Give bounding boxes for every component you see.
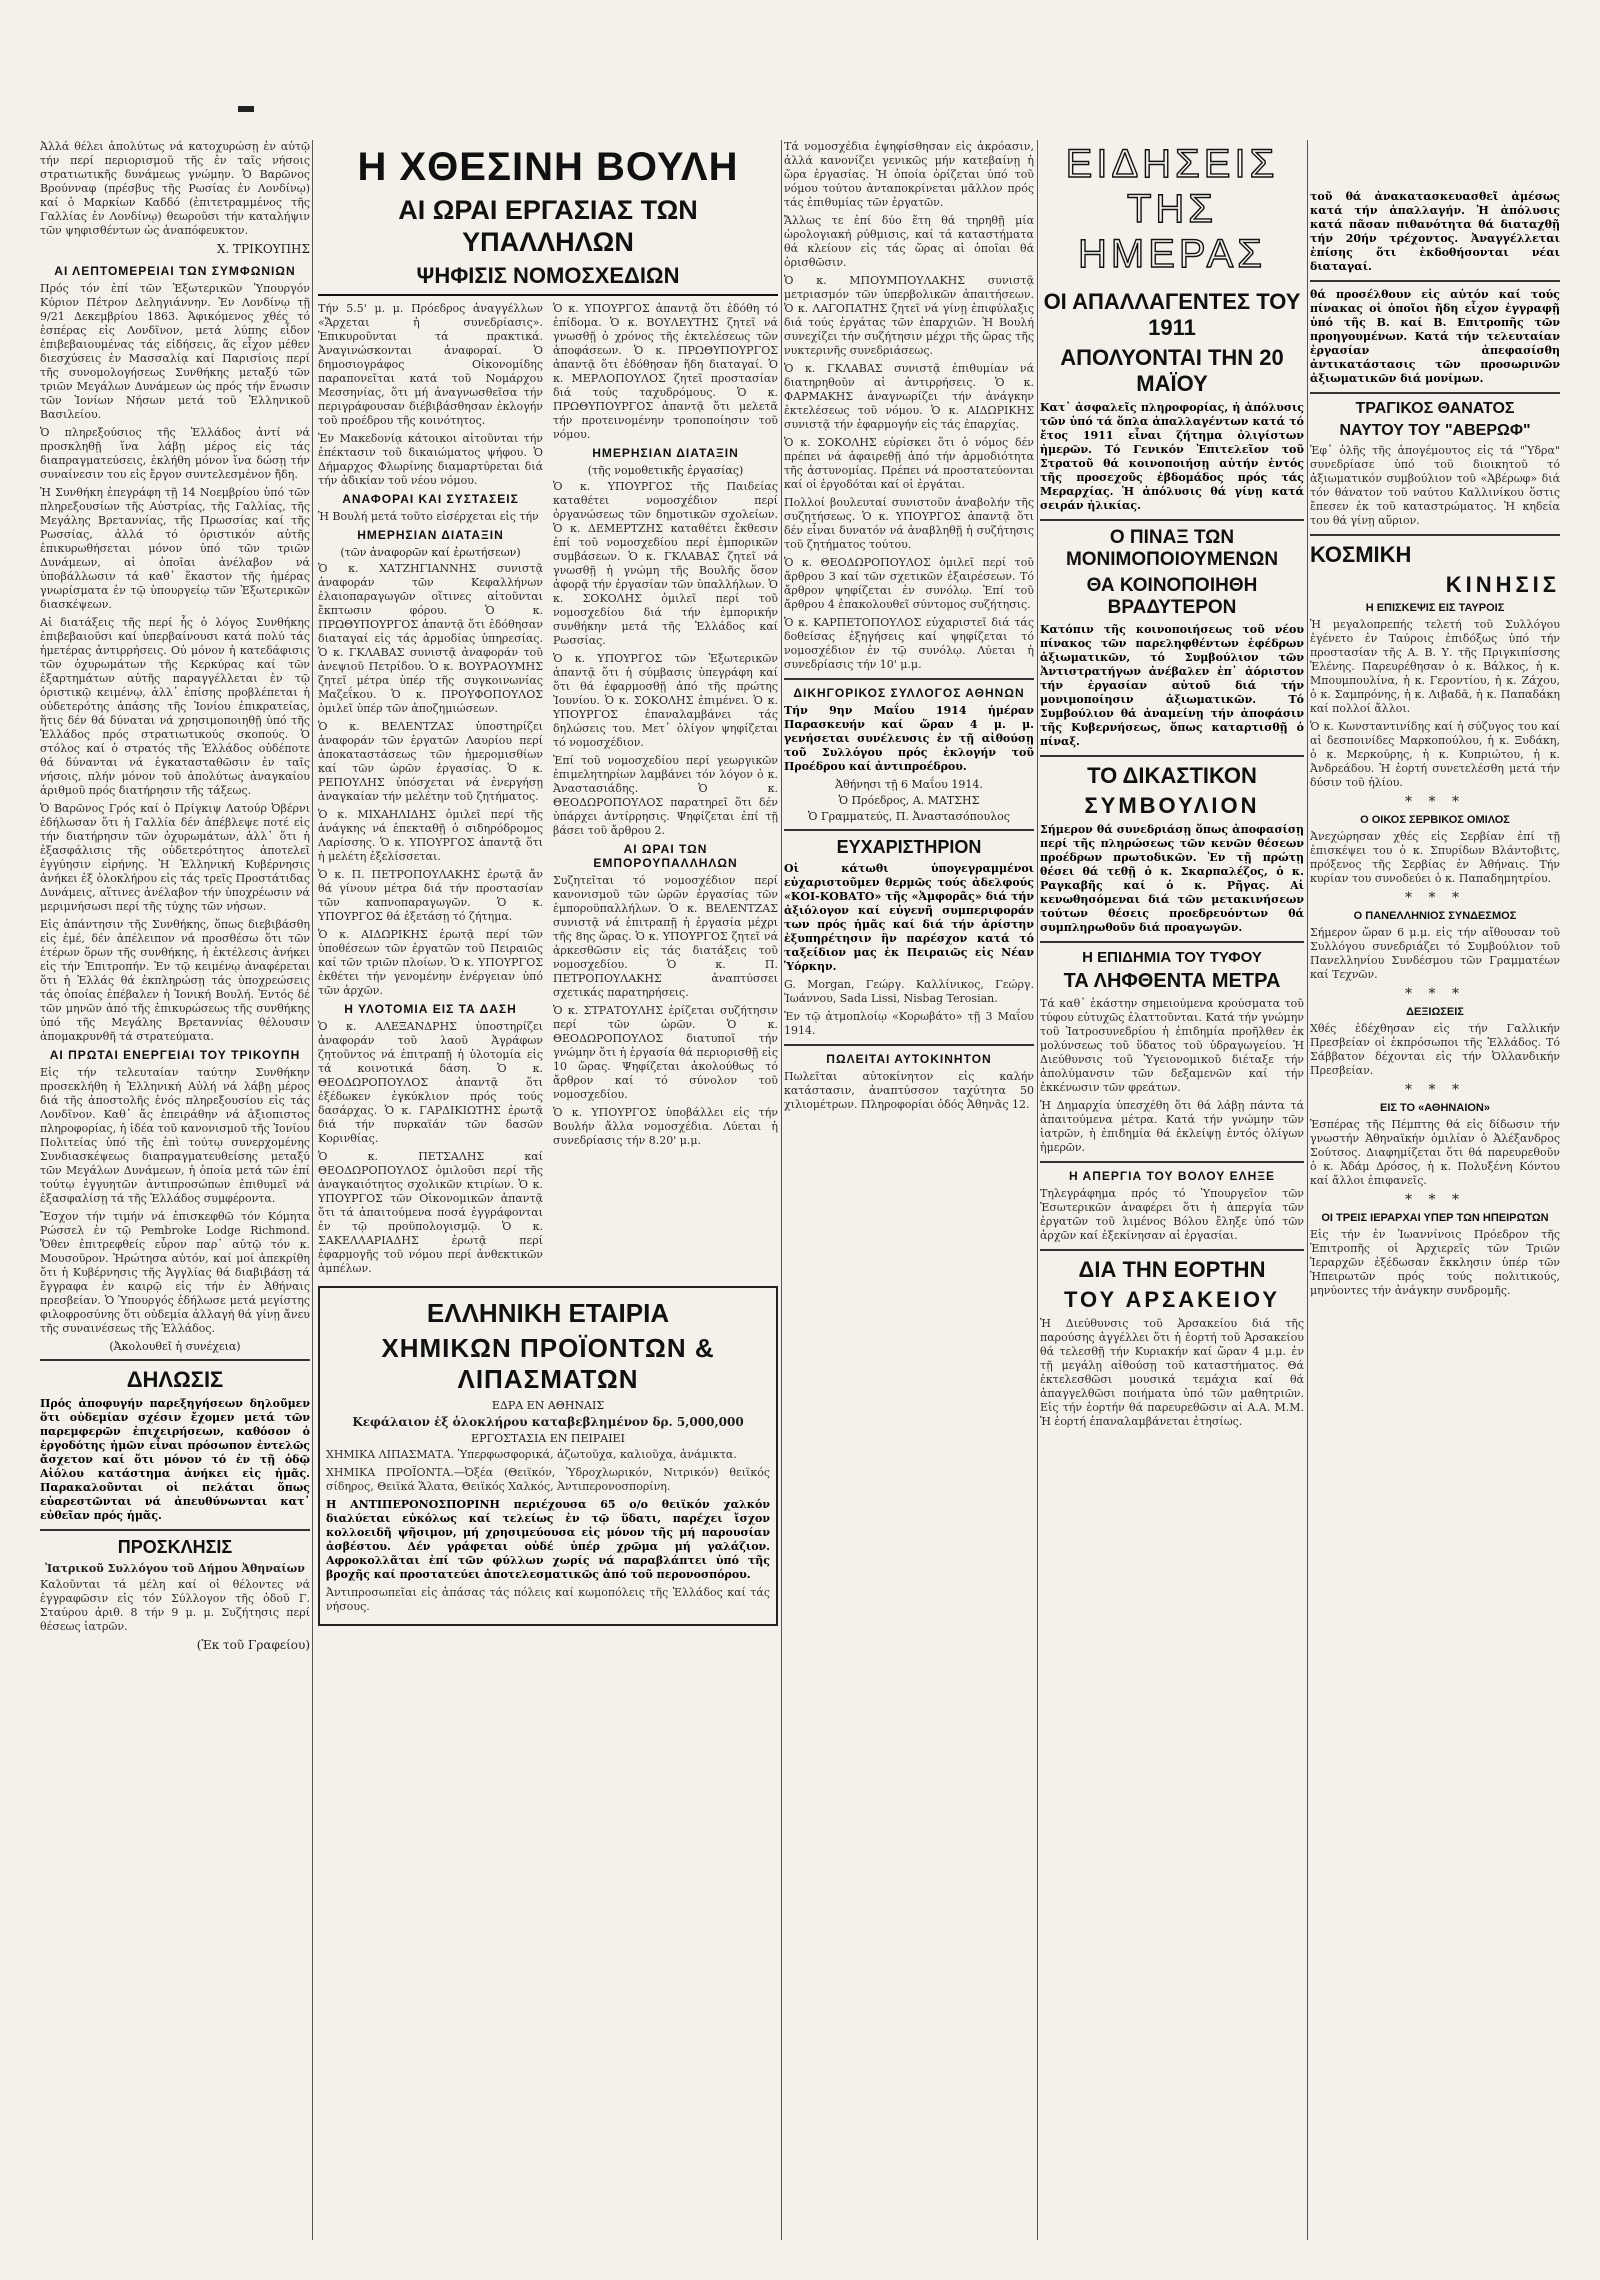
article-text: Ὁ κ. Π. ΠΕΤΡΟΠΟΥΛΑΚΗΣ ἐρωτᾷ ἄν θά γίνουν μέτρα διά τήν προστασίαν τῶν καπνοπαραγωγῶν. Ὁ κ. ΥΠΟΥΡΓΟΣ θά ἐξετάσῃ τό ζήτημα. (318, 868, 543, 923)
continuation-note: (Ἀκολουθεῖ ἡ συνέχεια) (109, 1340, 241, 1353)
section-heading: Ο ΟΙΚΟΣ ΣΕΡΒΙΚΟΣ ΟΜΙΛΟΣ (1360, 814, 1510, 826)
signature: (Ἐκ τοῦ Γραφείου) (196, 1638, 310, 1652)
notice-signature: Ὁ Πρόεδρος, Α. ΜΑΤΣΗΣ (838, 794, 980, 807)
article-text: Τά καθ᾽ ἑκάστην σημειούμενα κρούσματα τοῦ τύφου εὐτυχῶς ἐλαττοῦνται. Κατά τήν γνώμην τοῦ Ἰατροσυνεδρίου ἡ ἐπιδημία προῆλθεν ἐκ μολύνσεως τοῦ ὕδατος τοῦ ὑδραγωγείου. Ἡ Διεύθυνσις τοῦ Ὑγειονομικοῦ διέταξε τήν ἀπολύμανσιν τῶν δεξαμενῶν καί τήν ἐκκένωσιν τῶν φρεάτων. (1040, 997, 1304, 1094)
article-text: τοῦ θά ἀνακατασκευασθεῖ ἀμέσως κατά τήν ἀπαλλαγήν. Ἡ ἀπόλυσις κατά πᾶσαν πιθανότητα θά διαταχθῇ τήν 20ήν τρέχοντος. Ἀναγγέλλεται ἐπίσης ὅτι ἐκδοθήσονται νέαι διαταγαί. (1310, 190, 1560, 273)
ad-title: ΧΗΜΙΚΩΝ ΠΡΟΪΟΝΤΩΝ & ΛΙΠΑΣΜΑΤΩΝ (381, 1333, 715, 1394)
article-text: Ὁ κ. ΥΠΟΥΡΓΟΣ τῆς Παιδείας καταθέτει νομοσχέδιον περί ὀργανώσεως τῶν δημοτικῶν σχολείων. Ὁ κ. ΔΕΜΕΡΤΖΗΣ καταθέτει ἔκθεσιν ἐπί τοῦ νομοσχεδίου περί ἐμπορικῶν συμβάσεων. Ὁ κ. ΓΚΛΑΒΑΣ ζητεῖ νά γνωσθῇ ἡ γνώμη τῆς Βουλῆς ὅσον ἀφορᾷ τήν ἐργασίαν τῶν ὑπαλλήλων. Ὁ κ. ΣΟΚΟΛΗΣ ὁμιλεῖ περί τοῦ νομοσχεδίου διά τήν ἐμπορικήν συνθήκην μετά τῆς Ἐλλάδος καί Ρωσσίας. (553, 480, 778, 647)
print-mark (238, 106, 254, 112)
separator-stars: * * * (1405, 1082, 1465, 1098)
column-4 (1040, 140, 1304, 2250)
section-heading: ΟΙ ΤΡΕΙΣ ΙΕΡΑΡΧΑΙ ΥΠΕΡ ΤΩΝ ΗΠΕΙΡΩΤΩΝ (1321, 1212, 1549, 1224)
column-3 (784, 140, 1034, 2250)
notice-title: ΠΡΟΣΚΛΗΣΙΣ (117, 1537, 233, 1557)
article-text: Ἐπί τοῦ νομοσχεδίου περί γεωργικῶν ἐπιμελητηρίων λαμβάνει τόν λόγον ὁ κ. Ἀναστασιάδης. Ὁ κ. ΘΕΟΔΩΡΟΠΟΥΛΟΣ παρατηρεῖ ὅτι δέν ὑπάρχει ἀντίρρησις. Ψηφίζεται ἐπί τῇ βάσει τοῦ ἄρθρου 2. (553, 754, 778, 837)
article-text: Τά νομοσχέδια ἐψηφίσθησαν εἰς ἀκρόασιν, ἀλλά κανονίζει γενικῶς μήν κατεβαίνῃ ἡ ὥρα ἐργασίας. Ἡ ὁποία ὁρίζεται ὑπό τοῦ νόμου τούτου ἀνταποκρίνεται μᾶλλον πρός τάς ἐπιθυμίας τῶν ἐργατῶν. (784, 140, 1034, 209)
notice-date: Ἀθήνησι τῇ 6 Μαΐου 1914. (835, 778, 983, 791)
article-text: Συζητεῖται τό νομοσχέδιον περί κανονισμοῦ τῶν ὡρῶν ἐργασίας τῶν ἐμποροϋπαλλήλων. Ὁ κ. ΒΕΛΕΝΤΖΑΣ συνιστᾷ νά ἐπιτραπῇ ἡ ἐργασία μέχρι τῆς 8ης ὥρας. Ὁ κ. ΥΠΟΥΡΓΟΣ ζητεῖ νά ἀρκεσθῶσιν εἰς τάς διατάξεις τοῦ νομοσχεδίου. Ὁ κ. Π. ΠΕΤΡΟΠΟΥΛΑΚΗΣ ἀναπτύσσει σχετικάς παρατηρήσεις. (553, 874, 778, 999)
ad-factory: ΕΡΓΟΣΤΑΣΙΑ ΕΝ ΠΕΙΡΑΙΕΙ (471, 1432, 625, 1445)
section-heading: Η ΥΛΟΤΟΜΙΑ ΕΙΣ ΤΑ ΔΑΣΗ (344, 1002, 517, 1016)
column-5 (1310, 190, 1560, 2250)
separator-stars: * * * (1405, 794, 1465, 810)
article-text: Ὁ κ. ΥΠΟΥΡΓΟΣ τῶν Ἐξωτερικῶν ἀπαντᾷ ὅτι ἡ σύμβασις ὑπεγράφη καί ὅτι θά ἐφαρμοσθῇ ἀπό τῆς πρώτης Ἰουνίου. Ὁ κ. ΣΟΚΟΛΗΣ ἐπιμένει. Ὁ κ. ΥΠΟΥΡΓΟΣ ἐπαναλαμβάνει τάς δηλώσεις του. Μετ᾽ ὀλίγον ψηφίζεται τό νομοσχέδιον. (553, 652, 778, 749)
article-text: Ἐφ᾽ ὁλῆς τῆς ἀπογέμουτος εἰς τά "Ὑδρα" συνεδρίασε ὑπό τοῦ διοικητοῦ τό ἀξιωματικόν συμβούλιον τοῦ «Ἀβέρωφ» διά τόν θάνατον τοῦ ναύτου Καλλινίκου ὅστις ἔπεσεν ἐκ τοῦ καταστρώματος. Ἡ κηδεία του θά γίνῃ αὔριον. (1310, 444, 1560, 527)
article-text: Ὁ κ. ΑΙΔΩΡΙΚΗΣ ἐρωτᾷ περί τῶν ὑποθέσεων τῶν ἐργατῶν τοῦ Πειραιῶς καί τῶν τριῶν πλοίων. Ὁ κ. ΥΠΟΥΡΓΟΣ ἐκθέτει τήν γενομένην ἐνέργειαν ὑπό τῶν ἀρχῶν. (318, 928, 543, 997)
notice-date: Ἐν τῷ ἀτμοπλοίῳ «Κορωβάτο» τῇ 3 Μαΐου 1914. (784, 1010, 1034, 1037)
article-text: Κατόπιν τῆς κοινοποιήσεως τοῦ νέου πίνακος τῶν παρεληφθέντων ἐφέδρων ἀξιωματικῶν, τό Συμβούλιον τῶν Ἀντιστρατήγων ἀνέβαλεν ἐπ᾽ ἀόριστον τήν ἐργασίαν αὐτοῦ διά τήν μονιμοποίησιν ἀξιωματικῶν. Τό Συμβούλιον θά ἀναμείνῃ τήν ἀποφάσιν τῆς Κυβερνήσεως, ὅπως καταρτισθῇ ὁ πίναξ. (1040, 623, 1304, 748)
article-text: Εἰς τήν ἐν Ἰωαννίνοις Πρόεδρον τῆς Ἐπιτροπῆς οἱ Ἀρχιερεῖς τῶν Τριῶν Ἱεραρχῶν ἐξέδωσαν ἔκκλησιν ὑπέρ τῶν Ἠπειρωτῶν πρός τούς πολιτικούς, μηνύοντες τήν ἀνάγκην συνδρομῆς. (1310, 1228, 1560, 1297)
divider (1040, 1161, 1304, 1163)
notice-text: Οἱ κάτωθι ὑπογεγραμμένοι εὐχαριστοῦμεν θερμῶς τούς ἀδελφούς «ΚΟΙ-ΚΟΒΑΤΟ» τῆς «Ἀμφορᾶς» διά τήν ἀξιόλογον καί εὐγενῆ συμπεριφοράν των πρός ἡμᾶς καί διά τήν ἀρίστην ἐξυπηρέτησιν ἣν παρέσχον κατά τό ταξείδιον μας ἐκ Πειραιῶς εἰς Νέαν Ὑόρκην. (784, 862, 1034, 973)
notice-names: G. Morgan, Γεώργ. Καλλίνικος, Γεώργ. Ἰωάννου, Sada Lissi, Nisbag Terosian. (784, 978, 1034, 1005)
section-masthead: ΚΟΣΜΙΚΗ (1310, 542, 1412, 567)
article-text: Ὁ κ. Κωνσταντινίδης καί ἡ σύζυγος του καί αἱ δεσποινίδες Μαρκοπούλου, ἡ κ. Ξυδάκη, ὁ κ. Μερκούρης, ἡ κ. Κυπριώτου, ἡ κ. Ἀνδρεάδου. Ἡ ἑορτή συνετελέσθη μετά τήν δύσιν τοῦ ἡλίου. (1310, 720, 1560, 789)
divider (40, 1529, 310, 1531)
article-text: Ὁ κ. ΜΠΟΥΜΠΟΥΛΑΚΗΣ συνιστᾷ μετριασμόν τῶν ὑπερβολικῶν ἀπαιτήσεων. Ὁ κ. ΛΑΓΟΠΑΤΗΣ ζητεῖ νά γίνῃ ἐπιφύλαξις διά τούς ἐργάτας τῶν ἐπαρχιῶν. Ἡ Βουλή συνεχίζει τήν συζήτησιν μέχρι τῆς ὥρας τῆς νυκτερινῆς συνεδριάσεως. (784, 274, 1034, 357)
article-columns (318, 302, 778, 1280)
article-text: Εἰς ἀπάντησιν τῆς Συνθήκης, ὅπως διεβιβάσθη εἰς ἐμέ, δέν ἀπέλειπον νά προσθέσω ὅτι τῶν ἐτέρων ὅρων τῆς συνθήκης, ἡ ἐκτέλεσις ἀνήκει εἰς τήν Ἐπιτροπήν. Ἐν τῷ κειμένῳ ἀναφέρεται ὅτι ἡ Ἑλλάς θά ἐκπληρώσῃ τάς ὑποχρεώσεις τάς ὁποίας ἐπέβαλεν ἡ Ἰονική Βουλή. Ἐντός δέ τῶν μηνῶν ἀπό τῆς ἐπικυρώσεως τῆς συνθήκης ὑπό τῆς Μεγάλης Βρεταννίας θέλουσιν ἀπομακρυνθῆ τά στρατεύματα. (40, 918, 310, 1043)
article-text: Ἡ Συνθήκη ἐπεγράφη τῇ 14 Νοεμβρίου ὑπό τῶν πληρεξουσίων τῆς Αὐστρίας, τῆς Γαλλίας, τῆς Μεγάλης Βρεταννίας, τῆς Πρωσσίας καί τῆς Ρωσσίας, ἀλλά τό ὁριστικόν αὐτῆς ἐπικυρωθήσεται μόνον ὑπό τῶν τριῶν Δυνάμεων, αἱ ὁποῖαι ἀνέλαβον νά ὑποβάλλωσιν τά καθ᾽ ἕκαστον τῆς ἡμέρας γνωρίσματα ἐν τῷ ὑπουργείῳ τῶν Ἐξωτερικῶν διασκέψεων. (40, 486, 310, 611)
section-heading: ΑΙ ΩΡΑΙ ΤΩΝ ΕΜΠΟΡΟΥΠΑΛΛΗΛΩΝ (593, 842, 738, 870)
article-text: Ἡ Διεύθυνσις τοῦ Ἀρσακείου διά τῆς παρούσης ἀγγέλλει ὅτι ἡ ἑορτή τοῦ Ἀρσακείου θά τελεσθῇ τήν Κυριακήν καί ὥραν 4 μ.μ. ἐν τῇ μεγάλῃ αἰθούσῃ τοῦ καταστήματος. Θά ἐκτελεσθῶσι μουσικά τεμάχια καί θά ἀπαγγελθῶσι ποιήματα ὑπό τῶν μαθητριῶν. Εἰς τήν ἑορτήν θά παρευρεθῶσιν αἱ Α.Α. Μ.Μ. Ἡ ἑορτή ἐπαναλαμβάνεται ἐτησίως. (1040, 1317, 1304, 1428)
article-text: Ἀνεχώρησαν χθές εἰς Σερβίαν ἐπί τῇ ἐπισκέψει του ὁ κ. Σπυρίδων Βλάντοβιτς, πρόξενος τῆς Σερβίας ἐν Ἀθήναις. Τήν κυρίαν του συνοδεύει ὁ κ. Παπαδημητρίου. (1310, 830, 1560, 885)
article-text: Ὁ κ. ΒΕΛΕΝΤΖΑΣ ὑποστηρίζει ἀναφοράν τῶν ἐργατῶν Λαυρίου περί ἀποκαταστάσεως τῶν ἡμερομισθίων καί τῶν ὡρῶν ἐργασίας. Ὁ κ. ΡΕΠΟΥΛΗΣ ὑπόσχεται νά ἐνεργήσῃ ἀναγκαίαν τήν μελέτην τοῦ ζητήματος. (318, 720, 543, 803)
article-text: Ὁ κ. ΠΕΤΣΑΛΗΣ καί ΘΕΟΔΩΡΟΠΟΥΛΟΣ ὁμιλοῦσι περί τῆς ἀναγκαιότητος σχολικῶν κτιρίων. Ὁ κ. ΥΠΟΥΡΓΟΣ τῶν Οἰκονομικῶν ἀπαντᾷ ὅτι τά ἀπαιτούμενα ποσά ἐγγράφονται ἐν τῷ προϋπολογισμῷ. Ὁ κ. ΣΑΚΕΛΛΑΡΙΑΔΗΣ ἐρωτᾷ περί ἐφαρμογῆς τοῦ νόμου περί ἀνθεκτικῶν ἀμπέλων. (318, 1150, 543, 1275)
section-heading: ΕΙΣ ΤΟ «ΑΘΗΝΑΙΟΝ» (1379, 1102, 1490, 1114)
divider (1040, 1249, 1304, 1251)
headline: ΣΥΜΒΟΥΛΙΟΝ (1084, 793, 1260, 818)
article-text: Ὁ κ. ΧΑΤΖΗΓΙΑΝΝΗΣ συνιστᾷ ἀναφοράν τῶν Κεφαλλήνων ἐλαιοπαραγωγῶν οἵτινες αἰτοῦνται ἔκπτωσιν φόρου. Ὁ κ. ΠΡΩΘΥΠΟΥΡΓΟΣ ἀπαντᾷ ὅτι ἐδόθησαν διαταγαί εἰς τάς ἁρμοδίας ὑπηρεσίας. Ὁ κ. ΓΚΛΑΒΑΣ συνιστᾷ ἀναφοράν τοῦ ἀνεψιοῦ Πετρίδου. Ὁ κ. ΒΟΥΡΑΟΥΜΗΣ ζητεῖ μέτρα ὑπέρ τῆς συγκοινωνίας Μαζεΐκου. Ὁ κ. ΠΡΟΥΦΟΠΟΥΛΟΣ ὁμιλεῖ ὑπέρ τῶν ἀποζημιώσεων. (318, 562, 543, 715)
headline: ΑΠΟΛΥΟΝΤΑΙ ΤΗΝ 20 ΜΑΪΟΥ (1060, 345, 1284, 396)
subheadline: ΨΗΦΙΣΙΣ ΝΟΜΟΣΧΕΔΙΩΝ (318, 262, 778, 296)
article-text: Πρός τόν ἐπί τῶν Ἐξωτερικῶν Ὑπουργόν Κύριον Πέτρον Δεληγιάννην. Ἐν Λονδίνῳ τῇ 9/21 Δεκεμβρίου 1863. Ἀφικόμενος χθές τό ἑσπέρας εἰς Λονδῖνον, μετά λύπης εἶδον ἐπιβεβαιουμένας τάς εἰδήσεις, ἅς εἶχον μέθεν διεσχύσεις ἐν Μασσαλίᾳ καί Παρισίοις περί τῆς συνομολογήσεως Συνθήκης μεταξύ τῶν τριῶν Μεγάλων Δυνάμεων ὡς πρός τήν ἕνωσιν τῶν Ἰονίων Νήσων μετά τοῦ Ἑλληνικοῦ Βασιλείου. (40, 282, 310, 421)
article-text: Ὁ κ. ΥΠΟΥΡΓΟΣ ὑποβάλλει εἰς τήν Βουλήν ἄλλα νομοσχέδια. Λύεται ἡ συνεδρίασις τήν 8.20' μ.μ. (553, 1106, 778, 1147)
column-rule (312, 140, 313, 2240)
article-text: Ἐν Μακεδονίᾳ κάτοικοι αἰτοῦνται τήν ἐπέκτασιν τοῦ δικαιώματος ψήφου. Ὁ Δήμαρχος Φλωρίνης διαμαρτύρεται διά τήν ἀδικίαν τοῦ νέου νόμου. (318, 432, 543, 487)
separator-stars: * * * (1405, 986, 1465, 1002)
notice-title: ΔΙΚΗΓΟΡΙΚΟΣ ΣΥΛΛΟΓΟΣ ΑΘΗΝΩΝ (793, 686, 1025, 700)
article-text: Ἀλλά θέλει ἀπολύτως νά κατοχυρώσῃ ἐν αὐτῷ τήν περί περιορισμοῦ τῆς ἐν ταῖς νήσοις στρατιωτικῆς δυνάμεως γνώμην. Ὁ Βαρῶνος Βρούνναφ (πρέσβυς τῆς Ρωσίας ἐν Λονδίνῳ) καί ὁ Μαρκίων Καδδό (ἐπιτετραμμένος τῆς Γαλλίας ἐν Λονδίνῳ) θεωροῦσι τήν καταλήψιν τῶν ψηφισθέντων ὡς ἀναπόφευκτον. (40, 140, 310, 237)
column-rule (1307, 140, 1308, 2240)
headline: ΘΑ ΚΟΙΝΟΠΟΙΗΘΗ ΒΡΑΔΥΤΕΡΟΝ (1086, 575, 1258, 618)
article-text: Ἡ μεγαλοπρεπής τελετή τοῦ Συλλόγου ἐγένετο ἐν Ταύροις ἐπιδόξως ὑπό τήν προστασίαν τῆς Α. Β. Υ. τῆς Πριγκιπίσσης Ἑλένης. Παρευρέθησαν ὁ κ. Βάλκος, ἡ κ. Μπουμπουλίνα, ἡ κ. Γεροντίου, ἡ κ. Ζάχου, ὁ κ. Σαμπρόνης, ἡ κ. Λιβαδᾶ, ἡ κ. Παπαδάκη καί πολλοί ἄλλοι. (1310, 618, 1560, 715)
section-heading: ΑΙ ΛΕΠΤΟΜΕΡΕΙΑΙ ΤΩΝ ΣΥΜΦΩΝΙΩΝ (54, 264, 296, 278)
notice-subtitle: Ἰατρικοῦ Συλλόγου τοῦ Δήμου Ἀθηναίων (45, 1562, 305, 1575)
column-rule (781, 140, 782, 2240)
ad-text: ΧΗΜΙΚΑ ΠΡΟΪΟΝΤΑ.—Ὀξέα (Θειϊκόν, Ὑδροχλωρικόν, Νιτρικόν) θειϊκός σίδηρος, Θειϊκά Ἅλατα, Θειϊκός Χαλκός, Ἀντιπερονοσπορίνη. (326, 1466, 770, 1493)
article-text: Ὁ κ. ΣΟΚΟΛΗΣ εὑρίσκει ὅτι ὁ νόμος δέν πρέπει νά ἀφαιρεθῇ ἀπό τήν ἀρμοδιότητα τῆς ἀστυνομίας. Πρέπει νά προστατεύονται καί οἱ ἐργοδόται καί οἱ ἐργάται. (784, 436, 1034, 491)
advertisement (318, 1286, 778, 1626)
article-text: Ὁ πληρεξούσιος τῆς Ἑλλάδος ἀντί νά προσκληθῇ ἵνα λάβῃ μέρος εἰς τάς διαπραγματεύσεις, ἐκλήθη μόνον ἵνα δώσῃ τήν συναίνεσιν του εἰς ἔργον συντελεσμένον ἤδη. (40, 426, 310, 481)
column-rule (1037, 140, 1038, 2240)
article-subcolumn (318, 302, 543, 1280)
headline: Η ΕΠΙΔΗΜΙΑ ΤΟΥ ΤΥΦΟΥ (1082, 949, 1262, 966)
divider (784, 1044, 1034, 1046)
section-heading: Ο ΠΑΝΕΛΛΗΝΙΟΣ ΣΥΝΔΕΣΜΟΣ (1353, 910, 1517, 922)
article-text: θά προσέλθουν εἰς αὐτόν καί τούς πίνακας οἱ ὁποῖοι ἤδη εἶχον ἐγγραφῇ ὑπό τῆς Β. καί Β. Επιτροπῆς τῶν προηγουμένων. Κατά τήν τελευταίαν ἐργασίαν ἀπεφασίσθη ἀντικατάστασις τῶν προσωρινῶν ἀξιωματικῶν διά μονίμων. (1310, 288, 1560, 385)
section-heading: ΔΕΞΙΩΣΕΙΣ (1406, 1006, 1464, 1018)
article-text: Ἡ Δημαρχία ὑπεσχέθη ὅτι θά λάβῃ πάντα τά ἀπαιτούμενα μέτρα. Κατά τήν γνώμην τῶν ἰατρῶν, ἡ ἐπιδημία θά ἐκλείψῃ ἐντός ὀλίγων ἡμερῶν. (1040, 1099, 1304, 1154)
divider (1040, 519, 1304, 521)
article-text: Ἑσπέρας τῆς Πέμπτης θά εἰς δίδωσιν τήν γνωστήν Ἀθηναϊκήν ὁμιλίαν ὁ Ἀλέξανδρος Σούτσος. Διαφημίζεται ὅτι θά παρευρεθοῦν ὁ κ. Ἀδάμ Δρόσος, ἡ κ. Πολυξένη Κόντου καί ἄλλοι ἐπιφανεῖς. (1310, 1118, 1560, 1187)
notice-title: ΕΥΧΑΡΙΣΤΗΡΙΟΝ (836, 837, 982, 857)
section-heading: ΑΙ ΠΡΩΤΑΙ ΕΝΕΡΓΕΙΑΙ ΤΟΥ ΤΡΙΚΟΥΠΗ (49, 1048, 301, 1062)
article-text: Αἱ διατάξεις τῆς περί ἧς ὁ λόγος Συνθήκης ἐπιβεβαιοῦσι καί ὑπερβαίνουσι κατά πολύ τάς ἡμετέρας ἀντιρρήσεις. Οὐ μόνον ἡ κατεδάφισις τῶν ὀχυρωμάτων τῆς Κερκύρας καί τῶν ἐξαρτημάτων αὐτῆς παραγγέλλεται ἐν τῷ ὁριστικῷ κειμένῳ, ἀλλ᾽ ἐπίσης προβλέπεται ἡ οὐδετερότης ἁπάσης τῆς Ἰονίου ἐπικρατείας, ἥτις δέν θά δύναται νά χρησιμοποιηθῇ ὑπό τῆς Ἑλλάδος πρός στρατιωτικούς σκοπούς. Ὁ στόλος καί ὁ στρατός τῆς Ἑλλάδος οὐδέποτε θά δύνανται νά ἐγκατασταθῶσιν ἐν ταῖς νήσοις, πλήν μόνον τοῦ ἀπολύτως ἀναγκαίου ἀριθμοῦ πρός διατήρησιν τῆς τάξεως. (40, 616, 310, 797)
subheadline: ΑΙ ΩΡΑΙ ΕΡΓΑΣΙΑΣ ΤΩΝ ΥΠΑΛΛΗΛΩΝ (398, 195, 698, 257)
article-text: Σήμερον ὥραν 6 μ.μ. εἰς τήν αἴθουσαν τοῦ Συλλόγου συνεδριάζει τό Συμβούλιον τοῦ Πανελληνίου Συνδέσμου τῶν Γραμματέων καί Τεχνῶν. (1310, 926, 1560, 981)
section-masthead: ΚΙΝΗΣΙΣ (1445, 572, 1560, 597)
column-1 (40, 140, 310, 2240)
notice-text: Πωλεῖται αὐτοκίνητον εἰς καλήν κατάστασιν, ἀναπτύσσον ταχύτητα 50 χιλιομέτρων. Πληροφορίαι ὁδός Ἀθηνᾶς 12. (784, 1070, 1034, 1111)
section-heading: ΗΜΕΡΗΣΙΑΝ ΔΙΑΤΑΞΙΝ (357, 528, 504, 542)
divider (1040, 941, 1304, 943)
notice-title: ΠΩΛΕΙΤΑΙ ΑΥΤΟΚΙΝΗΤΟΝ (826, 1052, 992, 1066)
divider (1310, 534, 1560, 536)
notice-text: Καλοῦνται τά μέλη καί οἱ θέλοντες νά ἐγγραφῶσιν εἰς τόν Σύλλογον τῆς ὁδοῦ Γ. Σταύρου ἀριθ. 8 τήν 9 μ. μ. Συζήτησις περί θέσεως ἰατρῶν. (40, 1578, 310, 1633)
headline: ΟΙ ΑΠΑΛΛΑΓΕΝΤΕΣ ΤΟΥ 1911 (1043, 289, 1301, 340)
article-text: Ὁ κ. ΥΠΟΥΡΓΟΣ ἀπαντᾷ ὅτι ἐδόθη τό ἐπίδομα. Ὁ κ. ΒΟΥΛΕΥΤΗΣ ζητεῖ νά γνωσθῇ ὁ χρόνος τῆς ἐκτελέσεως τῶν ἀποφάσεων. Ὁ κ. ΠΡΩΘΥΠΟΥΡΓΟΣ ἀπαντᾷ ὅτι ἐδόθησαν ἤδη διαταγαί. Ὁ κ. ΜΕΡΛΟΠΟΥΛΟΣ ζητεῖ προστασίαν διά τούς ταχυδρόμους. Ὁ κ. ΠΡΩΘΥΠΟΥΡΓΟΣ ἀπαντᾷ ὅτι μελετᾶ τήν προτεινομένην τροποποίησιν τοῦ νόμου. (553, 302, 778, 441)
article-text: Ὁ κ. ΜΙΧΑΗΛΙΔΗΣ ὁμιλεῖ περί τῆς ἀνάγκης νά ἐπεκταθῇ ὁ σιδηρόδρομος Λαρίσσης. Ὁ κ. ΥΠΟΥΡΓΟΣ ἀπαντᾷ ὅτι ἡ μελέτη ἐξελίσσεται. (318, 808, 543, 863)
ad-text: ΧΗΜΙΚΑ ΛΙΠΑΣΜΑΤΑ. Ὑπερφωσφορικά, ἀζωτοῦχα, καλιοῦχα, ἀνάμικτα. (326, 1448, 737, 1461)
article-text: Χθές ἐδέχθησαν εἰς τήν Γαλλικήν Πρεσβείαν οἱ ἐκπρόσωποι τῆς Ἑλλάδος. Τό Σάββατον δέχονται εἰς τήν Ὀλλανδικήν Πρεσβείαν. (1310, 1022, 1560, 1077)
headline: ΔΙΑ ΤΗΝ ΕΟΡΤΗΝ (1078, 1257, 1266, 1282)
article-text: Πολλοί βουλευταί συνιστοῦν ἀναβολήν τῆς συζητήσεως. Ὁ κ. ΥΠΟΥΡΓΟΣ ἀπαντᾷ ὅτι δέν εἶναι δυνατόν νά ἀναβληθῇ ἡ συζήτησις τοῦ ζητήματος τούτου. (784, 496, 1034, 551)
notice-title: ΔΗΛΩΣΙΣ (126, 1367, 224, 1392)
article-text: Σήμερον θά συνεδριάσῃ ὅπως ἀποφασίσῃ περί τῆς πληρώσεως τῶν κενῶν θέσεων προέδρων πρωτοδικῶν. Ἐν τῇ πρώτῃ θέσει θά τεθῇ ὁ κ. Σκαρπαλέζος, ὁ κ. Ραγκαβῆς καί ὁ κ. Ρῆγας. Αἱ κενωθησόμεναι διά τῶν μετακινήσεων τούτων θέσεις προεδρευόντων θά συμπληρωθοῦν διά προαγωγῶν. (1040, 823, 1304, 934)
divider (1310, 280, 1560, 282)
divider (1040, 755, 1304, 757)
article-text: Κατ᾽ ἀσφαλεῖς πληροφορίας, ἡ ἀπόλυσις τῶν ὑπό τά ὅπλα ἀπαλλαγέντων κατά τό ἔτος 1911 εἶναι ζήτημα ὀλιγίστων ἡμερῶν. Τό Γενικόν Ἐπιτελεῖον τοῦ Στρατοῦ θά κοινοποιήσῃ αὐτήν ἐντός τῆς προσεχοῦς ἑβδομάδος πρός τάς Μεραρχίας. Ἡ ἀπόλυσις θά γίνῃ κατά σειράν ἡλικίας. (1040, 401, 1304, 512)
column-2 (318, 140, 778, 2250)
ad-text: Η ΑΝΤΙΠΕΡΟΝΟΣΠΟΡΙΝΗ περιέχουσα 65 ο/ο θειϊκόν χαλκόν διαλύεται εὐκόλως καί τελείως ἐν τῷ ὕδατι, παρέχει ἴσχον κολλοειδῆ ψῆσιμον, μή χρησιμεύουσα εἰς μόνον τῆς μή παρουσίαν ἀσβέστου. Δέν γράφεται οὐδέ ὑπέρ χρῶμα μή γαλάζιον. Αφροκολλᾶται ἐπί τῶν φύλλων χωρίς νά παραβλάπτει ὑπό τῆς βροχῆς καί προστατεύει ἀποτελεσματικῶς ἀπό τοῦ περονοσπόρου. (326, 1498, 770, 1581)
ad-text: Ἀντιπροσωπεῖαι εἰς ἁπάσας τάς πόλεις καί κωμοπόλεις τῆς Ἑλλάδος καί τάς νήσους. (326, 1586, 770, 1613)
separator-stars: * * * (1405, 1192, 1465, 1208)
article-text: Ἔσχον τήν τιμήν νά ἐπισκεφθῶ τόν Κόμητα Ρώσσελ ἐν τῷ Pembroke Lodge Richmond. Ὅθεν ἐπιτρεφθείς εὗρον παρ᾽ αὐτῷ τόν κ. Μουσοῦρον. Ἠρώτησα αὐτόν, καί μοί ἀπεκρίθη ὅτι ἡ Κυβέρνησις τῆς Ἀγγλίας θά διαβιβάσῃ τά ἔγγραφα ἐν καιρῷ εἰς τήν ἐν Ἀθήναις πρεσβείαν. Ὁ Ὑπουργός ἐδήλωσε μετά μεγίστης φιλοφροσύνης ὅτι οὐδεμία ἀλλαγή θά γίνῃ ἄνευ τῆς συναινέσεως τῆς Ἑλλάδος. (40, 1210, 310, 1335)
article-text: Ἄλλως τε ἐπί δύο ἔτη θά τηρηθῇ μία ὡρολογιακή ρύθμισις, καί τά καταστήματα θά κλείουν εἰς τάς ὥρας αἱ ὁποῖαι θά ὁρισθῶσιν. (784, 214, 1034, 269)
article-text: Ὁ κ. ΓΚΛΑΒΑΣ συνιστᾷ ἐπιθυμίαν νά διατηρηθοῦν αἱ ἀντιρρήσεις. Ὁ κ. ΦΑΡΜΑΚΗΣ ἀναγνωρίζει τήν ἀνάγκην ἐκτελέσεως τοῦ νόμου. Ὁ κ. ΑΙΔΩΡΙΚΗΣ συνιστᾷ τήν ἐφαρμογήν εἰς τάς ἐπαρχίας. (784, 362, 1034, 431)
headline: Η ΧΘΕΣΙΝΗ ΒΟΥΛΗ (357, 145, 739, 189)
headline: ΤΟΥ ΑΡΣΑΚΕΙΟΥ (1063, 1287, 1280, 1312)
headline: Ο ΠΙΝΑΞ ΤΩΝ ΜΟΝΙΜΟΠΟΙΟΥΜΕΝΩΝ (1065, 527, 1279, 570)
headline: ΤΑ ΛΗΦΘΕΝΤΑ ΜΕΤΡΑ (1063, 970, 1281, 992)
article-text: Τήν 5.5' μ. μ. Πρόεδρος ἀναγγέλλων «Ἄρχεται ἡ συνεδρίασις». Ἐπικυροῦνται τά πρακτικά. Ἀναγινώσκονται ἀναφοραί. Ὁ δημοσιογράφος Οἰκονομίδης παραπονεῖται κατά τοῦ Νομάρχου Μεσσηνίας, ὅτι μή ἀναγνωσθεῖσα τήν περιγράφουσαν διέβιβάσθησαν ἐκλογήν τοῦ προέδρου τῆς κοινότητος. (318, 302, 543, 427)
headline: ΤΟ ΔΙΚΑΣΤΙΚΟΝ (1087, 763, 1257, 788)
section-subheading: (τῆς νομοθετικῆς ἐργασίας) (587, 464, 744, 477)
section-masthead: ΕΙΔΗΣΕΙΣ ΤΗΣ ΗΜΕΡΑΣ (1065, 142, 1279, 276)
notice-text: Τήν 9ην Μαΐου 1914 ἡμέραν Παρασκευήν καί ὥραν 4 μ. μ. γενήσεται συνέλευσις ἐν τῇ αἰθούσῃ τοῦ Συλλόγου πρός ἐκλογήν τοῦ Προέδρου καί ἀντιπροέδρου. (784, 704, 1034, 773)
notice-text: Πρός ἀποφυγήν παρεξηγήσεων δηλοῦμεν ὅτι οὐδεμίαν σχέσιν ἔχομεν μετά τῶν παρεμφερῶν ἐπιχειρήσεων, καθόσον ὁ ἐργοδότης ἡμῶν εἶναι πρόσωπον ἐντελῶς ἄσχετον καί ὅτι μόνον τό ἐν τῇ ὁδῷ Αἰόλου κατάστημα ἀνήκει εἰς ἡμᾶς. Παρακαλοῦνται οἱ πελάται ὅπως εὐαρεστῶνται νά ἀπευθύνωνται κατ᾽ εὐθεῖαν πρός ἡμᾶς. (40, 1397, 310, 1522)
article-text: Εἰς τήν τελευταίαν ταύτην Συνθήκην προσεκλήθη ἡ Ἑλληνική Αὐλή νά λάβῃ μέρος διά τῆς ἀποστολῆς ἑνός πληρεξουσίου εἰς τάς Λονδῖνον. Καθ᾽ ἅς ἐπειράθην νά ἀξιοπιστος πληροφορίας, ἡ ἰδέα τοῦ κανονισμοῦ τῆς Ἰονίου Πολιτείας ὑπό τῆς ἐπὶ τούτῳ συνερχομένης Συνδιασκέψεως διαπραγματευθείσης μεταξύ τῶν Μεγάλων Δυνάμεων, ἡ ὁποία μετά τῶν ἐπί τούτῳ ἐγγυητῶν ἀντιπροσώπων ἐπιθυμεῖ νά ἐξασφαλίσῃ τά τῆς Ἑλλάδος συμφέροντα. (40, 1066, 310, 1205)
article-text: Ὁ κ. ΣΤΡΑΤΟΥΛΗΣ ἐρίζεται συζήτησιν περί τῶν ὡρῶν. Ὁ κ. ΘΕΟΔΩΡΟΠΟΥΛΟΣ διατυποῖ τήν γνώμην ὅτι ἡ ἐργασία θά περιορισθῇ εἰς 10 ὥρας. Ψηφίζεται ἀκολούθως τό ἄρθρον καί τό σύνολον τοῦ νομοσχεδίου. (553, 1004, 778, 1101)
divider (784, 829, 1034, 831)
headline: ΝΑΥΤΟΥ ΤΟΥ "ΑΒΕΡΩΦ" (1339, 422, 1531, 439)
notice-signature: Ὁ Γραμματεύς, Π. Ἀναστασόπουλος (808, 810, 1010, 823)
article-text: Ὁ κ. ΘΕΟΔΩΡΟΠΟΥΛΟΣ ὁμιλεῖ περί τοῦ ἄρθρου 3 καί τῶν σχετικῶν ἐξαιρέσεων. Τό ἄρθρον ψηφίζεται ἐν συνόλῳ. Ἐπί τοῦ ἄρθρου 4 ἐπακολουθεῖ σύντομος συζήτησις. (784, 556, 1034, 611)
headline: Η ΑΠΕΡΓΙΑ ΤΟΥ ΒΟΛΟΥ ΕΛΗΞΕ (1069, 1169, 1275, 1183)
divider (784, 678, 1034, 680)
signature: Χ. ΤΡΙΚΟΥΠΗΣ (216, 242, 310, 256)
article-text: Ὁ κ. ΑΛΕΞΑΝΔΡΗΣ ὑποστηρίζει ἀναφοράν τοῦ λαοῦ Ἀγράφων ζητοῦντος νά ἐπιτραπῇ ἡ ὑλοτομία εἰς τά κοινοτικά δάση. Ὁ κ. ΘΕΟΔΩΡΟΠΟΥΛΟΣ ἀπαντᾷ ὅτι ἐξέδωκεν ἐγκύκλιον πρός τούς δασάρχας. Ὁ κ. ΓΑΡΔΙΚΙΩΤΗΣ ἐρωτᾷ διά τήν πυρκαϊάν τῶν δασῶν Κορινθίας. (318, 1020, 543, 1145)
ad-capital: Κεφάλαιον ἐξ ὁλοκλήρου καταβεβλημένον δρ. 5,000,000 (352, 1415, 744, 1429)
article-text: Ὁ Βαρῶνος Γρός καί ὁ Πρίγκιψ Λατούρ Ὀβέρνι ἐδήλωσαν ὅτι ἡ Γαλλία δέν ἀπέβλεψε ποτέ εἰς τήν διατήρησιν τῶν ὀχυρωμάτων, ἀλλ᾽ ὅτι ἡ ἐξασφάλισις τῆς οὐδετερότητος ἀποτελεῖ ἐγγύησιν εἰρήνης. Ἡ Ἑλληνική Κυβέρνησις ἀνήκει ἐξ ὁλοκλήρου εἰς τάς τρεῖς Προστάτιδας Δυνάμεις, αἵτινες ἀνέλαβον τήν ὑποχρέωσιν νά μεριμνήσωσι περί τῆς τύχης τῶν νήσων. (40, 802, 310, 913)
ad-title: ΕΛΛΗΝΙΚΗ ΕΤΑΙΡΙΑ (426, 1298, 670, 1328)
separator-stars: * * * (1405, 890, 1465, 906)
divider (1310, 392, 1560, 394)
article-text: Τηλεγράφημα πρός τό Ὑπουργεῖον τῶν Ἐσωτερικῶν ἀναφέρει ὅτι ἡ ἀπεργία τῶν ἐργατῶν τοῦ λιμένος Βόλου ἔληξε ὑπό τῶν ἀρχῶν καί ἐξεκίνησαν αἱ ἐργασίαι. (1040, 1187, 1304, 1242)
section-heading: ΑΝΑΦΟΡΑΙ ΚΑΙ ΣΥΣΤΑΣΕΙΣ (342, 492, 519, 506)
ad-seat: ΕΔΡΑ ΕΝ ΑΘΗΝΑΙΣ (491, 1399, 605, 1412)
article-text: Ἡ Βουλή μετά τοῦτο εἰσέρχεται εἰς τήν (318, 510, 539, 523)
section-heading: Η ΕΠΙΣΚΕΨΙΣ ΕΙΣ ΤΑΥΡΟΙΣ (1365, 602, 1505, 614)
section-subheading: (τῶν ἀναφορῶν καί ἐρωτήσεων) (340, 546, 521, 559)
headline: ΤΡΑΓΙΚΟΣ ΘΑΝΑΤΟΣ (1355, 400, 1515, 417)
article-text: Ὁ κ. ΚΑΡΠΕΤΟΠΟΥΛΟΣ εὐχαριστεῖ διά τάς δοθείσας ἐξηγήσεις καί ψηφίζεται τό νομοσχέδιον ἐν τῷ συνόλῳ. Λύεται ἡ συνεδρίασις τήν 10' μ.μ. (784, 616, 1034, 671)
article-subcolumn (553, 302, 778, 1280)
section-heading: ΗΜΕΡΗΣΙΑΝ ΔΙΑΤΑΞΙΝ (592, 446, 739, 460)
divider (40, 1359, 310, 1361)
